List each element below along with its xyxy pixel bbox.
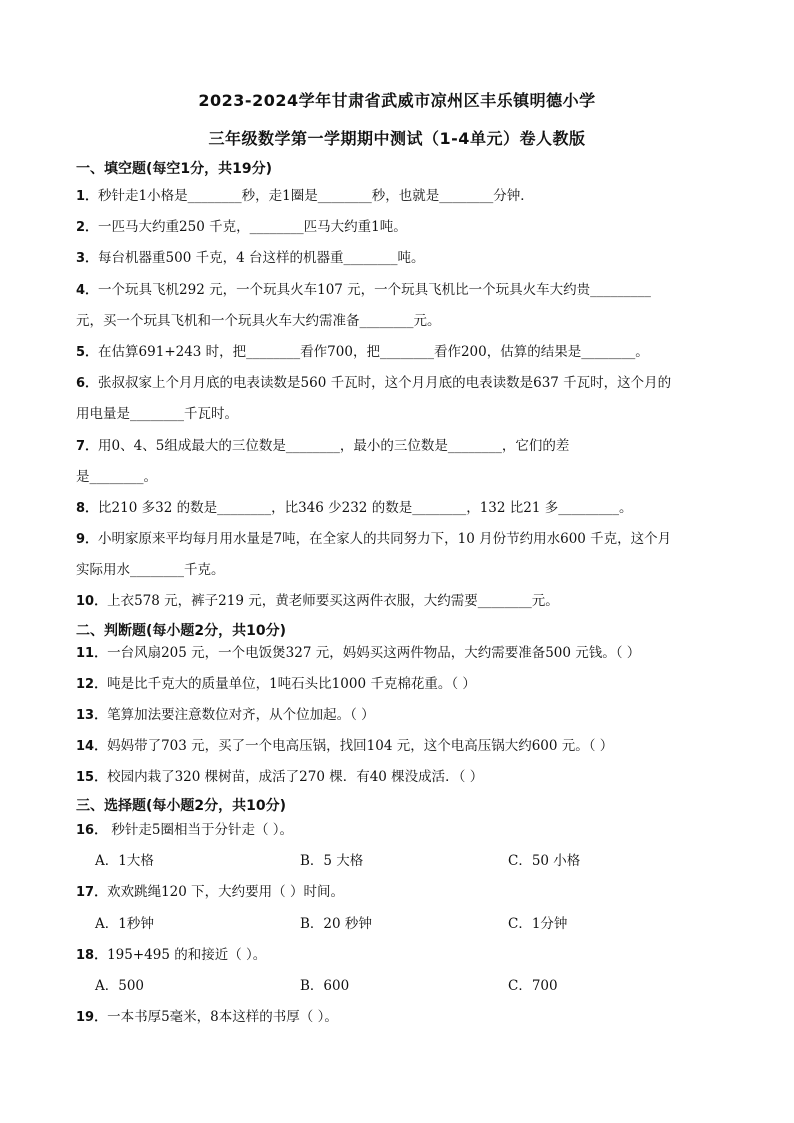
question-15 [76, 768, 483, 787]
question-text: 在估算691+243 时，把________看作700，把________看作200，估算的结果是________。 [98, 344, 649, 360]
question-text: 校园内栽了320 棵树苗，成活了270 棵．有40 棵没成活．（ ） [107, 769, 484, 785]
question-6-continued: 用电量是________千瓦时。 [76, 406, 238, 422]
question-number: 7． [76, 439, 99, 454]
question-number: 13． [76, 708, 108, 723]
question-7-continued: 是________。 [76, 469, 157, 485]
question-number: 9． [76, 532, 99, 547]
question-number: 14． [76, 739, 108, 754]
question-7 [76, 437, 569, 456]
question-number: 8． [76, 501, 99, 516]
question-number: 11． [76, 646, 108, 661]
question-number: 1． [76, 189, 99, 204]
question-number: 4． [76, 283, 99, 298]
question-number: 18． [76, 948, 108, 963]
question-text: 每台机器重500 千克，4 台这样的机器重________吨。 [98, 250, 425, 266]
option-a: A．1秒钟 [95, 916, 154, 932]
question-number: 12． [76, 677, 108, 692]
option-c: C．700 [508, 978, 558, 994]
option-a: A．1大格 [95, 853, 154, 869]
question-5 [76, 343, 649, 362]
question-number: 16． [76, 823, 108, 838]
question-text: 一本书厚5毫米，8本这样的书厚（ ）。 [107, 1009, 338, 1025]
option-c: C．50 小格 [508, 853, 581, 869]
question-number: 10． [76, 594, 108, 609]
option-b: B．600 [300, 978, 350, 994]
question-2 [76, 218, 407, 237]
question-number: 5． [76, 345, 99, 360]
question-text: 秒针走1小格是________秒，走1圈是________秒，也就是________分钟． [98, 188, 534, 204]
question-number: 15． [76, 770, 108, 785]
question-9-continued: 实际用水________千克。 [76, 562, 225, 578]
question-12 [76, 675, 476, 694]
option-c: C．1分钟 [508, 916, 568, 932]
option-b: B．5 大格 [300, 853, 364, 869]
question-17 [76, 883, 344, 902]
question-13 [76, 706, 375, 725]
exam-title-line1: 2023-2024学年甘肃省武威市凉州区丰乐镇明德小学 [198, 91, 596, 110]
question-text: 笔算加法要注意数位对齐，从个位加起。（ ） [107, 707, 375, 723]
question-number: 17． [76, 885, 108, 900]
question-10 [76, 592, 559, 611]
question-4-continued: 元，买一个玩具飞机和一个玩具火车大约需准备________元。 [76, 313, 441, 329]
question-14 [76, 737, 613, 756]
question-6 [76, 374, 671, 393]
question-text: 小明家原来平均每月用水量是7吨，在全家人的共同努力下，10 月份节约用水600 千克，这个月 [98, 531, 672, 547]
question-4 [76, 281, 651, 300]
question-text: 吨是比千克大的质量单位，1吨石头比1000 千克棉花重。（ ） [107, 676, 476, 692]
question-number: 19． [76, 1010, 108, 1025]
option-a: A．500 [95, 978, 145, 994]
question-text: 195+495 的和接近（ ）。 [107, 947, 267, 963]
question-text: 比210 多32 的数是________，比346 少232 的数是________，132 比21 多_________。 [98, 500, 633, 516]
question-8 [76, 499, 632, 518]
question-text: 秒针走5圈相当于分针走（ ）。 [107, 822, 294, 838]
question-1 [76, 187, 534, 206]
question-16 [76, 821, 293, 840]
question-text: 欢欢跳绳120 下，大约要用（ ）时间。 [107, 884, 344, 900]
question-text: 用0、4、5组成最大的三位数是________，最小的三位数是________，它们的差 [98, 438, 570, 454]
question-text: 张叔叔家上个月月底的电表读数是560 千瓦时，这个月月底的电表读数是637 千瓦时，这个月的 [98, 375, 672, 391]
question-text: 妈妈带了703 元，买了一个电高压锅，找回104 元，这个电高压锅大约600 元。（ ） [107, 738, 614, 754]
question-number: 2． [76, 220, 99, 235]
question-3 [76, 249, 425, 268]
question-text: 上衣578 元，裤子219 元，黄老师要买这两件衣服，大约需要________元。 [107, 593, 559, 609]
question-text: 一个玩具飞机292 元，一个玩具火车107 元，一个玩具飞机比一个玩具火车大约贵_________ [98, 282, 651, 298]
section-true-false: 二、判断题(每小题2分，共10分) [76, 623, 287, 639]
question-19 [76, 1008, 338, 1027]
section-multiple-choice: 三、选择题(每小题2分，共10分) [76, 798, 287, 814]
exam-title-line2: 三年级数学第一学期期中测试（1-4单元）卷人教版 [208, 129, 586, 148]
question-11 [76, 644, 640, 663]
option-b: B．20 秒钟 [300, 916, 372, 932]
question-number: 6． [76, 376, 99, 391]
question-text: 一台风扇205 元，一个电饭煲327 元，妈妈买这两件物品，大约需要准备500 元钱。（ ） [107, 645, 641, 661]
question-18 [76, 946, 266, 965]
section-fill-in: 一、填空题(每空1分，共19分) [76, 161, 273, 177]
question-9 [76, 530, 671, 549]
question-text: 一匹马大约重250 千克，________匹马大约重1吨。 [98, 219, 407, 235]
question-number: 3． [76, 251, 99, 266]
